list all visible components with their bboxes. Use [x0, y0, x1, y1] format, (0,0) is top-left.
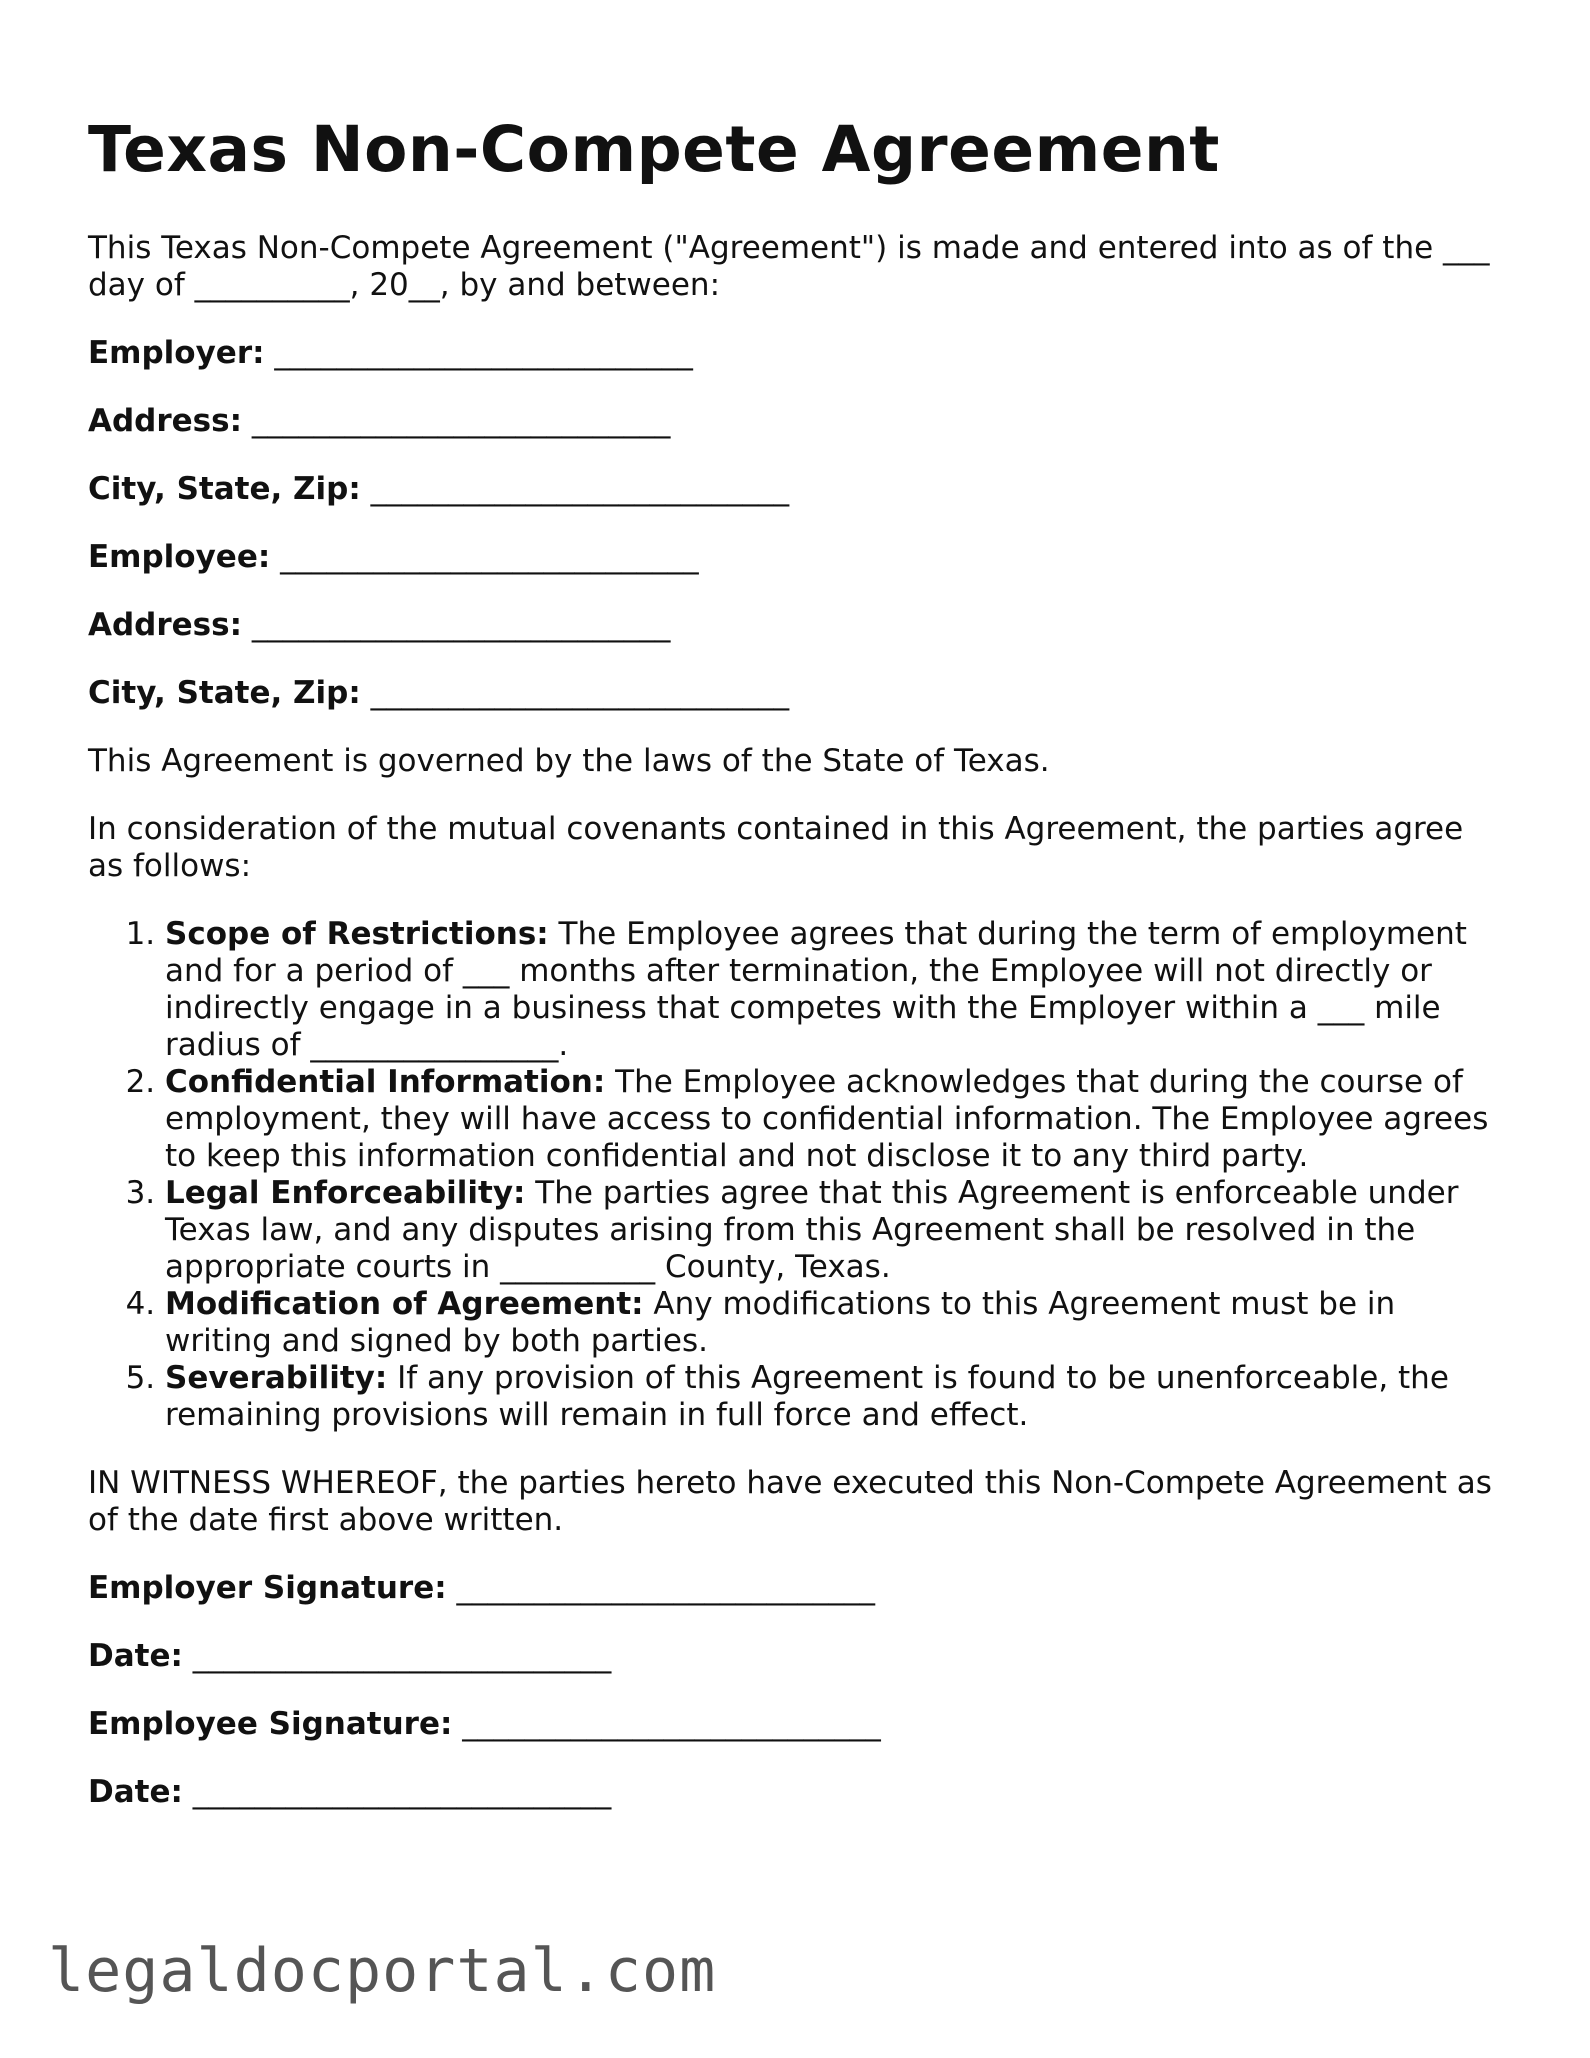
terms-list — [88, 916, 1508, 1434]
field-label: Date: — [88, 1638, 183, 1674]
document-title: Texas Non-Compete Agreement — [88, 113, 1220, 186]
employer-city-state-zip-field — [88, 471, 1508, 508]
blank-line: ___________________________ — [274, 335, 693, 371]
employee-name-field — [88, 539, 1508, 576]
site-watermark: legaldocportal.com — [48, 1936, 717, 2006]
term-text: The Employee agrees that during the term of employment and for a period of ___ months after termination, the Employee will not directly or indirectly engage in a business that competes with the Employer within a ___ mile radius of ________________. — [165, 916, 1467, 1063]
field-label: Address: — [88, 403, 242, 439]
parties-section — [88, 335, 1508, 712]
employer-name-field — [88, 335, 1508, 372]
field-label: Employer Signature: — [88, 1570, 447, 1606]
field-label: Address: — [88, 607, 242, 643]
witness-paragraph: IN WITNESS WHEREOF, the parties hereto have executed this Non-Compete Agreement as of the date first above written. — [88, 1465, 1492, 1538]
employee-address-field — [88, 607, 1508, 644]
employee-city-state-zip-field — [88, 675, 1508, 712]
term-item — [165, 1286, 1508, 1360]
employer-address-field — [88, 403, 1508, 440]
employer-signature-field — [88, 1570, 1508, 1607]
blank-line: ___________________________ — [192, 1638, 612, 1674]
term-text: Any modifications to this Agreement must be in writing and signed by both parties. — [165, 1286, 1396, 1359]
term-item — [165, 1175, 1508, 1286]
blank-line: ___________________________ — [192, 1774, 612, 1810]
blank-line: ___________________________ — [370, 471, 790, 507]
consideration-paragraph: In consideration of the mutual covenants contained in this Agreement, the parties agree as follows: — [88, 811, 1464, 884]
field-label: City, State, Zip: — [88, 675, 361, 711]
blank-line: ___________________________ — [462, 1706, 881, 1742]
term-heading: Legal Enforceability: — [165, 1175, 526, 1211]
term-text: The Employee acknowledges that during the course of employment, they will have access to confidential information. The Employee agrees to keep this information confidential and not disclose it to any third party. — [165, 1064, 1489, 1174]
term-heading: Scope of Restrictions: — [165, 916, 549, 952]
blank-line: ___________________________ — [456, 1570, 875, 1606]
blank-line: ___________________________ — [251, 403, 671, 439]
field-label: Date: — [88, 1774, 183, 1810]
blank-line: ___________________________ — [251, 607, 671, 643]
term-item — [165, 1360, 1508, 1434]
employer-date-field — [88, 1638, 1508, 1675]
field-label: City, State, Zip: — [88, 471, 361, 507]
term-heading: Confidential Information: — [165, 1064, 606, 1100]
blank-line: ___________________________ — [370, 675, 790, 711]
intro-paragraph: This Texas Non-Compete Agreement ("Agreement") is made and entered into as of the ___ day of __________, 20__, by and between: — [88, 230, 1490, 303]
term-text: The parties agree that this Agreement is enforceable under Texas law, and any disputes arising from this Agreement shall be resolved in the appropriate courts in __________ County, Texas. — [165, 1175, 1459, 1285]
employee-signature-field — [88, 1706, 1508, 1743]
governing-law-paragraph: This Agreement is governed by the laws of the State of Texas. — [88, 743, 1050, 779]
signature-section — [88, 1570, 1508, 1811]
blank-line: ___________________________ — [280, 539, 699, 575]
employee-date-field — [88, 1774, 1508, 1811]
term-item — [165, 916, 1508, 1064]
term-heading: Modification of Agreement: — [165, 1286, 644, 1322]
field-label: Employer: — [88, 335, 265, 371]
term-item — [165, 1064, 1508, 1175]
term-heading: Severability: — [165, 1360, 388, 1396]
document-page — [88, 108, 1508, 1811]
field-label: Employee Signature: — [88, 1706, 453, 1742]
field-label: Employee: — [88, 539, 271, 575]
term-text: If any provision of this Agreement is found to be unenforceable, the remaining provisions will remain in full force and effect. — [165, 1360, 1449, 1433]
